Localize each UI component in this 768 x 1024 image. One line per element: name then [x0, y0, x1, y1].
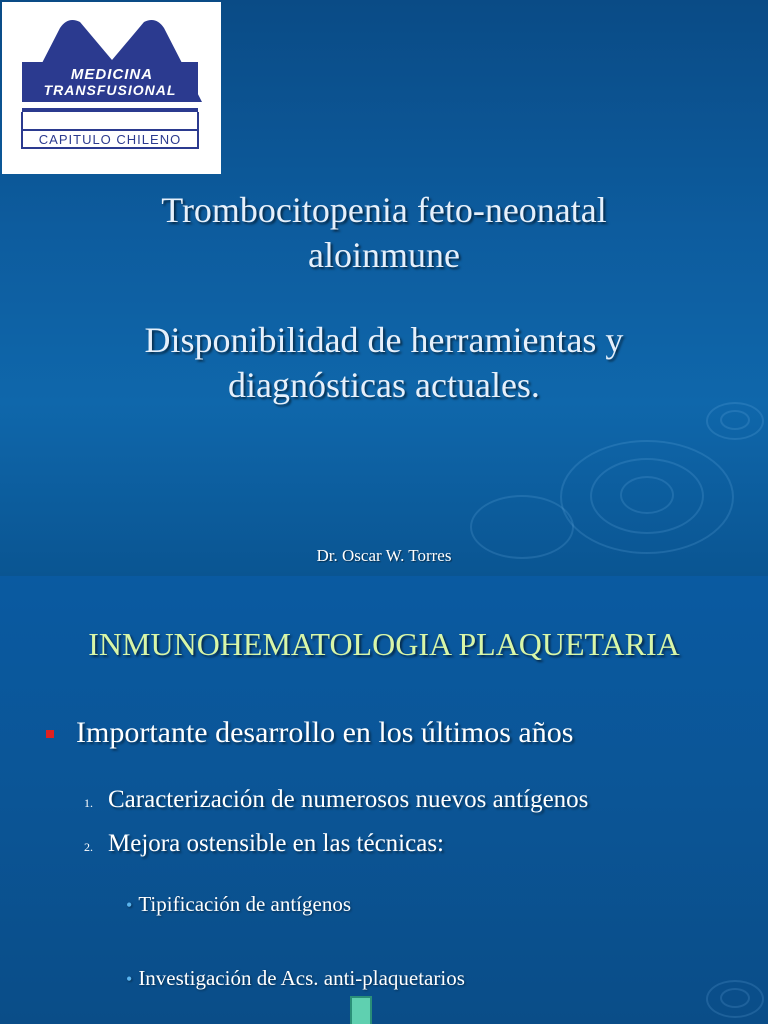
logo-graphic [2, 2, 221, 174]
sub-bullet-text: Tipificación de antígenos [138, 892, 351, 916]
item-number: 1. [84, 796, 93, 810]
square-bullet-icon [46, 730, 54, 738]
title-line: Trombocitopenia feto-neonatal [161, 190, 607, 230]
medicina-transfusional-logo [2, 2, 221, 174]
item-number: 2. [84, 840, 93, 854]
subtitle-line: diagnósticas actuales. [228, 365, 540, 405]
item-text: Mejora ostensible en las técnicas: [108, 830, 444, 857]
sub-bullet-item [126, 966, 465, 991]
slide-heading: INMUNOHEMATOLOGIA PLAQUETARIA [88, 626, 680, 662]
content-slide [0, 576, 768, 1024]
ripple-decoration [620, 476, 674, 514]
item-text: Caracterización de numerosos nuevos antígenos [108, 786, 589, 813]
slide-title [40, 188, 728, 408]
main-bullet [46, 716, 573, 750]
logo-line-medicina: MEDICINA [70, 66, 154, 83]
ripple-decoration [720, 410, 750, 430]
numbered-item [84, 830, 444, 858]
logo-line-transfusional: TRANSFUSIONAL [43, 82, 177, 98]
main-bullet-text: Importante desarrollo en los últimos años [76, 716, 574, 749]
teal-tab-decoration [350, 996, 372, 1024]
logo-line-capitulo: CAPITULO CHILENO [38, 132, 182, 147]
numbered-item [84, 786, 588, 814]
title-line: aloinmune [308, 235, 460, 275]
author-name: Dr. Oscar W. Torres [316, 546, 452, 565]
dot-bullet-icon: • [126, 969, 133, 989]
ripple-decoration [720, 988, 750, 1008]
dot-bullet-icon: • [126, 895, 133, 915]
subtitle-line: Disponibilidad de herramientas y [144, 320, 624, 360]
sub-bullet-text: Investigación de Acs. anti-plaquetarios [138, 966, 465, 990]
sub-bullet-item [126, 892, 351, 917]
